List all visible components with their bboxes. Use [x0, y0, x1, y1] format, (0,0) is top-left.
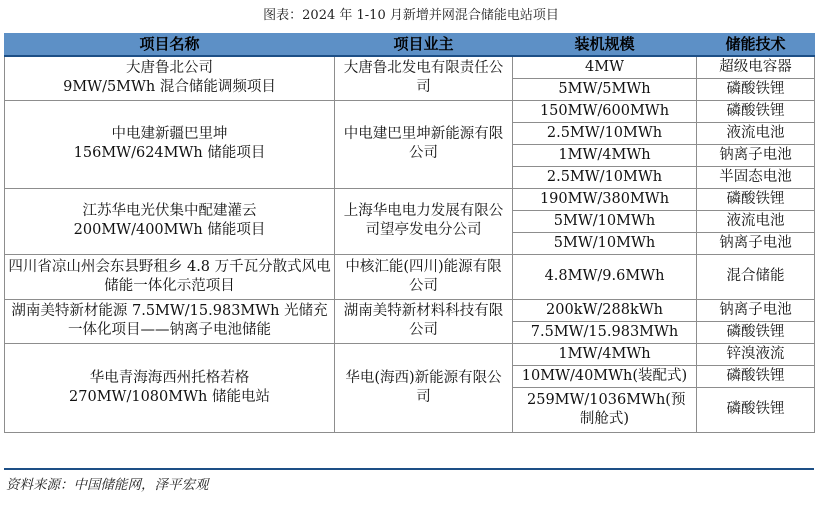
technology-cell: 钠离子电池: [697, 144, 815, 166]
technology-cell: 钠离子电池: [697, 232, 815, 254]
table-row: [5, 299, 815, 321]
capacity-cell: 1MW/4MWh: [513, 144, 697, 166]
technology-cell: 混合储能: [697, 254, 815, 299]
capacity-cell: 5MW/10MWh: [513, 232, 697, 254]
technology-cell: 超级电容器: [697, 56, 815, 78]
project-owner-cell: 大唐鲁北发电有限责任公司: [335, 56, 513, 100]
technology-cell: 半固态电池: [697, 166, 815, 188]
table-caption: 图表：2024 年 1-10 月新增并网混合储能电站项目: [263, 8, 559, 23]
technology-cell: 磷酸铁锂: [697, 387, 815, 432]
table-bottom-rule: [4, 468, 814, 470]
capacity-cell: 2.5MW/10MWh: [513, 122, 697, 144]
capacity-cell: 200kW/288kWh: [513, 299, 697, 321]
capacity-cell: 2.5MW/10MWh: [513, 166, 697, 188]
header-project-name: 项目名称: [5, 34, 335, 57]
technology-cell: 磷酸铁锂: [697, 365, 815, 387]
header-installed-capacity: 装机规模: [513, 34, 697, 57]
capacity-cell: 4.8MW/9.6MWh: [513, 254, 697, 299]
project-name-cell: 四川省凉山州会东县野租乡 4.8 万千瓦分散式风电储能一体化示范项目: [5, 254, 335, 299]
projects-table: [4, 33, 815, 433]
project-owner-cell: 湖南美特新材料科技有限公司: [335, 299, 513, 343]
project-owner-cell: 中核汇能(四川)能源有限公司: [335, 254, 513, 299]
project-owner-cell: 华电(海西)新能源有限公司: [335, 343, 513, 432]
project-name-cell: 湖南美特新材能源 7.5MW/15.983MWh 光储充一体化项目——钠离子电池储能: [5, 299, 335, 343]
table-row: [5, 100, 815, 122]
technology-cell: 钠离子电池: [697, 299, 815, 321]
project-name-text: 大唐鲁北公司 9MW/5MWh 混合储能调频项目: [63, 60, 276, 96]
capacity-cell: 1MW/4MWh: [513, 343, 697, 365]
project-name-cell: [5, 100, 335, 188]
capacity-cell: 150MW/600MWh: [513, 100, 697, 122]
table-header-row: [5, 34, 815, 57]
technology-cell: 液流电池: [697, 122, 815, 144]
capacity-cell: 190MW/380MWh: [513, 188, 697, 210]
project-name-cell: [5, 188, 335, 254]
header-storage-technology: 储能技术: [697, 34, 815, 57]
technology-cell: 锌溴液流: [697, 343, 815, 365]
project-name-text: 江苏华电光伏集中配建灌云 200MW/400MWh 储能项目: [73, 203, 266, 238]
capacity-cell: 5MW/10MWh: [513, 210, 697, 232]
capacity-cell: 259MW/1036MWh(预制舱式): [513, 387, 697, 432]
project-owner-cell: 中电建巴里坤新能源有限公司: [335, 100, 513, 188]
project-name-text: 华电青海海西州托格若格 270MW/1080MWh 储能电站: [69, 369, 270, 405]
table-row: [5, 188, 815, 210]
table-row: [5, 56, 815, 78]
technology-cell: 磷酸铁锂: [697, 321, 815, 343]
capacity-cell: 7.5MW/15.983MWh: [513, 321, 697, 343]
technology-cell: 磷酸铁锂: [697, 100, 815, 122]
technology-cell: 磷酸铁锂: [697, 188, 815, 210]
project-name-text: 中电建新疆巴里坤 156MW/624MWh 储能项目: [73, 126, 266, 161]
technology-cell: 液流电池: [697, 210, 815, 232]
capacity-cell: 4MW: [513, 56, 697, 78]
source-note: 资料来源：中国储能网，泽平宏观: [6, 477, 209, 493]
table-row: [5, 343, 815, 365]
project-name-cell: [5, 56, 335, 100]
project-owner-cell: 上海华电电力发展有限公司望亭发电分公司: [335, 188, 513, 254]
table-row: [5, 254, 815, 299]
technology-cell: 磷酸铁锂: [697, 78, 815, 100]
project-name-cell: [5, 343, 335, 432]
capacity-cell: 5MW/5MWh: [513, 78, 697, 100]
header-project-owner: 项目业主: [335, 34, 513, 57]
capacity-cell: 10MW/40MWh(装配式): [513, 365, 697, 387]
